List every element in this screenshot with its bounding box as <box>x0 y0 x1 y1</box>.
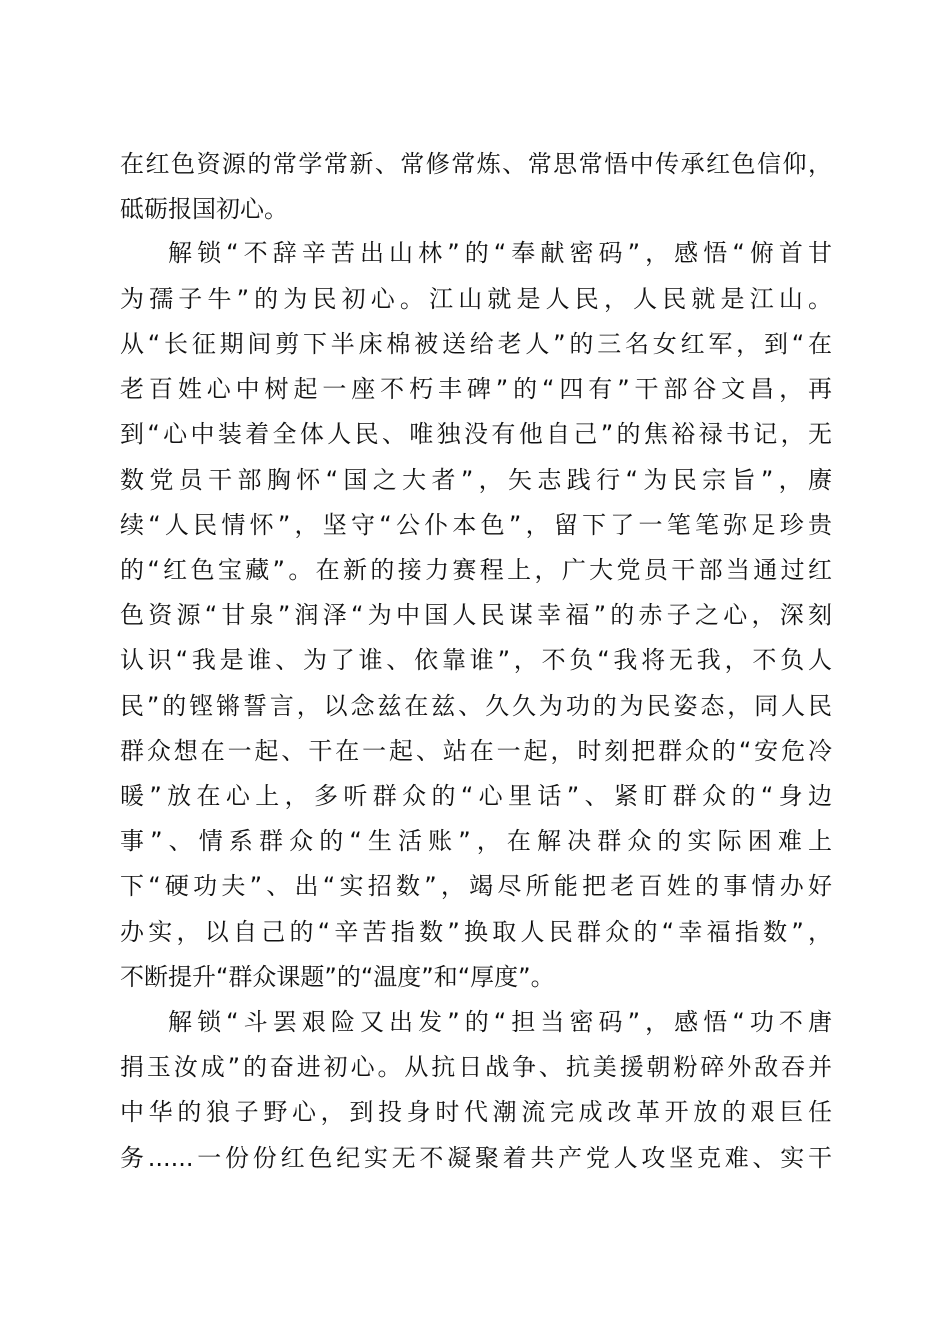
paragraph-line: 老百姓心中树起一座不朽丰碑”的“四有”干部谷文昌，再 <box>120 375 832 403</box>
paragraph-line: 下“硬功夫”、出“实招数”，竭尽所能把老百姓的事情办好 <box>120 872 832 900</box>
paragraph-line: 在红色资源的常学常新、常修常炼、常思常悟中传承红色信仰， <box>120 150 832 178</box>
paragraph-line: 到“心中装着全体人民、唯独没有他自己”的焦裕禄书记，无 <box>120 420 832 448</box>
paragraph-line: 数党员干部胸怀“国之大者”，矢志践行“为民宗旨”，赓 <box>120 466 832 494</box>
paragraph-line: 群众想在一起、干在一起、站在一起，时刻把群众的“安危冷 <box>120 737 832 765</box>
paragraph-line: 从“长征期间剪下半床棉被送给老人”的三名女红军，到“在 <box>120 330 832 358</box>
paragraph-line: 续“人民情怀”，坚守“公仆本色”，留下了一笔笔弥足珍贵 <box>120 511 832 539</box>
paragraph-line: 中华的狼子野心，到投身时代潮流完成改革开放的艰巨任 <box>120 1098 832 1126</box>
paragraph-line: 解锁“斗罢艰险又出发”的“担当密码”，感悟“功不唐 <box>168 1008 832 1036</box>
paragraph-line: 务......一份份红色纪实无不凝聚着共产党人攻坚克难、实干 <box>120 1144 832 1172</box>
paragraph-line: 的“红色宝藏”。在新的接力赛程上，广大党员干部当通过红 <box>120 556 832 584</box>
paragraph-line: 事”、情系群众的“生活账”，在解决群众的实际困难上 <box>120 827 832 855</box>
paragraph-line: 捐玉汝成”的奋进初心。从抗日战争、抗美援朝粉碎外敌吞并 <box>120 1053 832 1081</box>
paragraph-line: 解锁“不辞辛苦出山林”的“奉献密码”，感悟“俯首甘 <box>168 239 832 267</box>
paragraph-line: 为孺子牛”的为民初心。江山就是人民，人民就是江山。 <box>120 285 832 313</box>
paragraph-line: 民”的铿锵誓言，以念兹在兹、久久为功的为民姿态，同人民 <box>120 692 832 720</box>
paragraph-line: 暖”放在心上，多听群众的“心里话”、紧盯群众的“身边 <box>120 782 832 810</box>
paragraph-line: 不断提升“群众课题”的“温度”和“厚度”。 <box>120 963 555 991</box>
paragraph-line: 办实，以自己的“辛苦指数”换取人民群众的“幸福指数”， <box>120 918 832 946</box>
paragraph-line: 色资源“甘泉”润泽“为中国人民谋幸福”的赤子之心，深刻 <box>120 601 832 629</box>
paragraph-line: 认识“我是谁、为了谁、依靠谁”，不负“我将无我，不负人 <box>120 646 832 674</box>
paragraph-line: 砥砺报国初心。 <box>120 195 288 223</box>
